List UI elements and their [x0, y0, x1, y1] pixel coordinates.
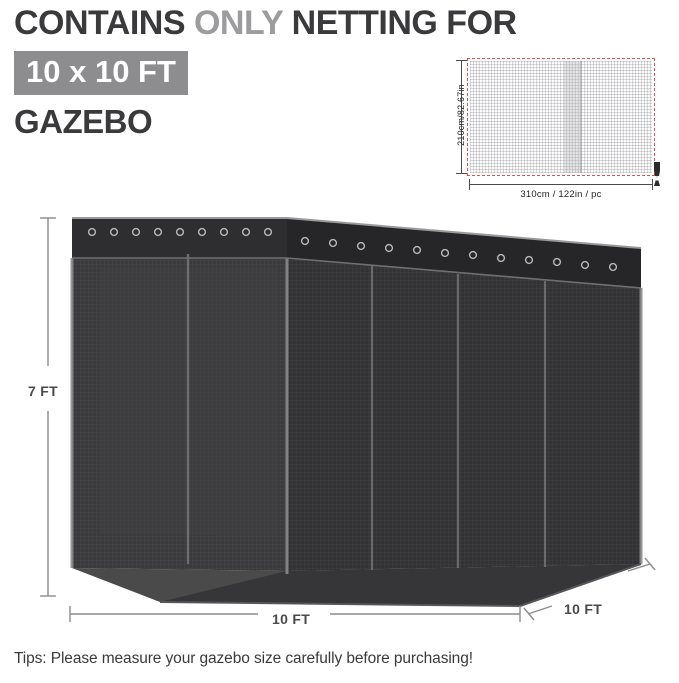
size-badge: 10 x 10 FT — [14, 51, 188, 95]
tips-text: Tips: Please measure your gazebo size carefully before purchasing! — [14, 650, 473, 667]
gazebo-illustration — [0, 196, 679, 626]
headline-netting-for-text: NETTING FOR — [282, 4, 517, 42]
panel-width-label: 310cm / 122in / pc — [520, 189, 602, 200]
gazebo-height-label: 7 FT — [28, 383, 58, 399]
zipper-pull-icon — [649, 162, 665, 188]
headline-contains-text: CONTAINS — [14, 4, 194, 42]
headline-only-text: ONLY — [193, 4, 283, 42]
mesh-seam-line — [580, 61, 582, 173]
dimension-line-horizontal — [469, 184, 653, 185]
netting-panel-diagram — [437, 50, 669, 205]
headline-line-1 — [14, 2, 517, 44]
mesh-seam-band — [564, 61, 580, 173]
dimension-cap-bottom — [456, 173, 467, 174]
gazebo-side-width-label: 10 FT — [564, 601, 603, 617]
headline-gazebo-text: GAZEBO — [14, 103, 153, 140]
gazebo-front-width-label: 10 FT — [272, 611, 311, 627]
netting-panel-outline — [467, 58, 655, 176]
panel-height-dimension — [451, 58, 467, 176]
mesh-texture — [470, 61, 652, 173]
panel-height-label: 210cm/82.67in — [456, 84, 466, 146]
